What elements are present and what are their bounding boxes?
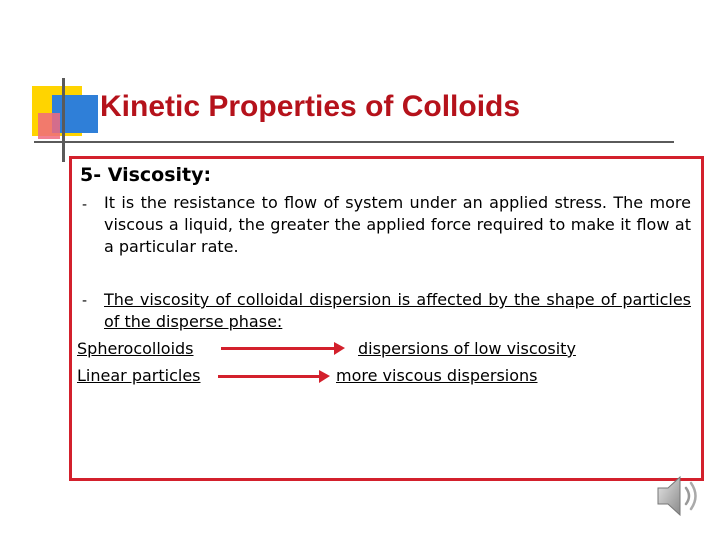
title-divider-line xyxy=(34,141,674,143)
relation-right-2: more viscous dispersions xyxy=(336,366,538,385)
arrow-icon xyxy=(218,375,320,378)
decor-vertical-line xyxy=(62,78,65,162)
section-heading: 5- Viscosity: xyxy=(80,164,212,186)
bullet-text-2: The viscosity of colloidal dispersion is affected by the shape of particles of the disperse phase: xyxy=(104,290,691,331)
bullet-marker-2: - xyxy=(82,293,88,309)
speaker-icon[interactable] xyxy=(650,468,706,524)
relation-left-1: Spherocolloids xyxy=(77,339,194,358)
relation-left-2: Linear particles xyxy=(77,366,201,385)
slide-title: Kinetic Properties of Colloids xyxy=(100,90,521,123)
relation-right-1: dispersions of low viscosity xyxy=(358,339,576,358)
bullet-text-1: It is the resistance to flow of system under an applied stress. The more viscous a liquid, the greater the applied force required to make it flow at a particular rate. xyxy=(104,193,691,256)
bullet-marker-1: - xyxy=(82,197,88,213)
decor-pink-square xyxy=(38,113,60,139)
arrow-icon xyxy=(221,347,335,350)
